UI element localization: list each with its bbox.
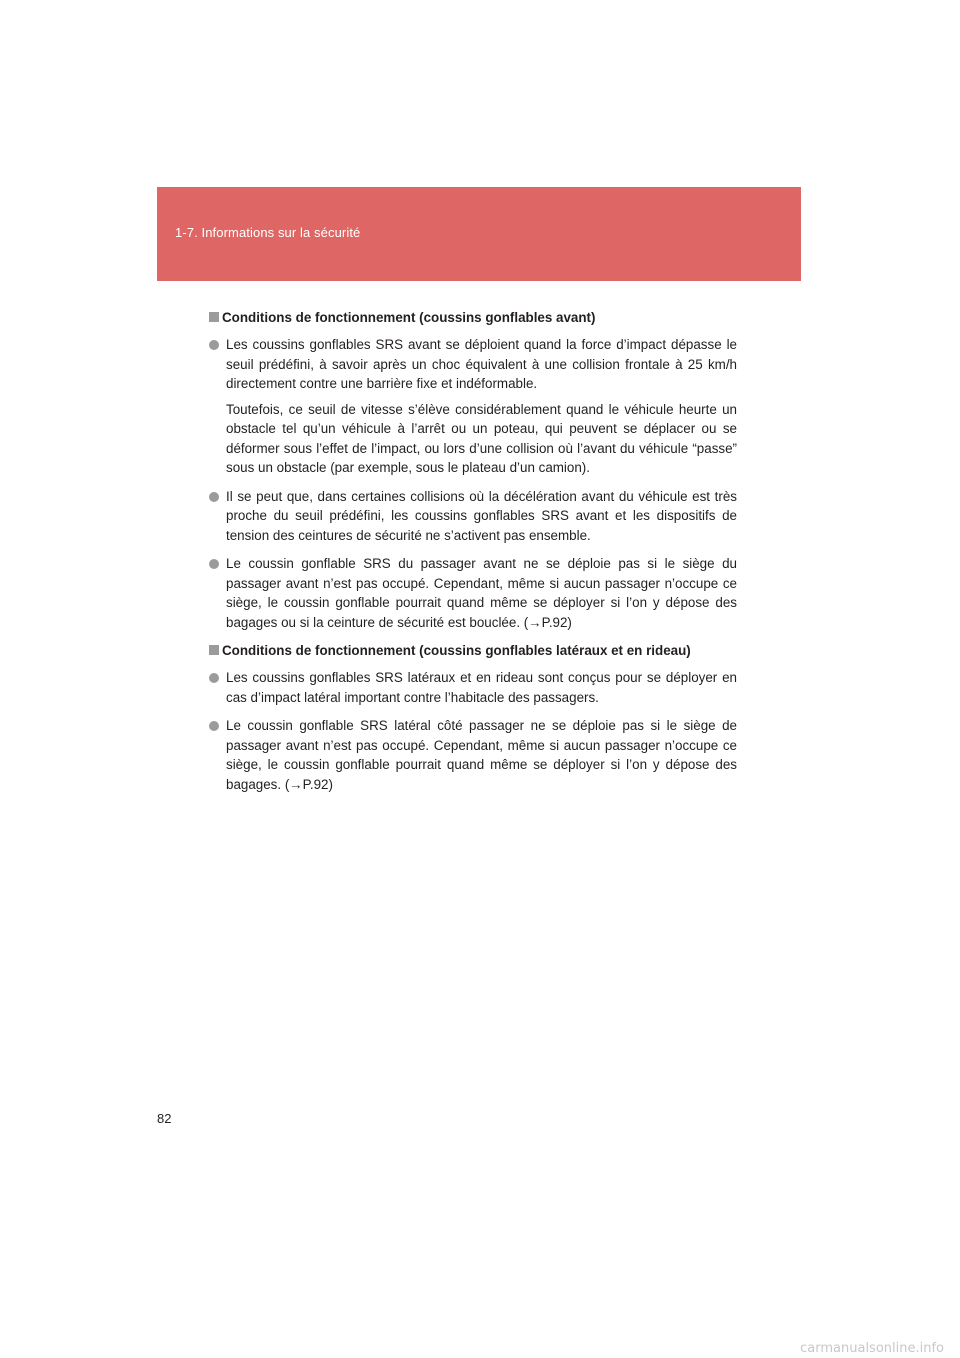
- paragraph: Il se peut que, dans certaines collisions où la décélération avant du véhicule est très proche du seuil prédéfini, les coussins gonflables SRS avant et les dispositifs de tension des ceintures de sécurité ne s’activent pas ensemble.: [226, 488, 737, 543]
- round-bullet-icon: [209, 340, 219, 350]
- section-heading: [209, 641, 737, 660]
- round-bullet-icon: [209, 673, 219, 683]
- section-heading-text: Conditions de fonctionnement (coussins gonflables latéraux et en rideau): [222, 643, 691, 658]
- paragraph: Les coussins gonflables SRS avant se déploient quand la force d’impact dépasse le seuil prédéfini, à savoir après un choc équivalent à une collision frontale à 25 km/h directement contre une barrière fixe et indéformable.: [226, 337, 737, 391]
- section-header-band: [157, 187, 801, 281]
- paragraph: Les coussins gonflables SRS latéraux et en rideau sont conçus pour se déployer en cas d’impact latéral important contre l’habitacle des passagers.: [226, 670, 737, 705]
- section-title: 1-7. Informations sur la sécurité: [175, 225, 361, 240]
- round-bullet-icon: [209, 492, 219, 502]
- list-item: [209, 716, 737, 794]
- section-heading: [209, 308, 737, 327]
- square-bullet-icon: [209, 645, 219, 655]
- list-item: [209, 554, 737, 632]
- round-bullet-icon: [209, 559, 219, 569]
- list-item: [209, 335, 737, 478]
- paragraph: Le coussin gonflable SRS latéral côté passager ne se déploie pas si le siège de passager avant n’est pas occupé. Cependant, même si aucun passager n’occupe ce siège, le coussin gonflable pourrait quand même se déployer si l’on y dépose des bagages. (→P.92): [226, 718, 737, 792]
- round-bullet-icon: [209, 721, 219, 731]
- list-item: [209, 668, 737, 707]
- page-content: [209, 308, 737, 803]
- list-item: [209, 487, 737, 546]
- paragraph: Le coussin gonflable SRS du passager avant ne se déploie pas si le siège du passager avant n’est pas occupé. Cependant, même si aucun passager n’occupe ce siège, le coussin gonflable pourrait quand même se déployer si l’on y dépose des bagages ou si la ceinture de sécurité est bouclée. (→P.92): [226, 556, 737, 630]
- paragraph: Toutefois, ce seuil de vitesse s’élève considérablement quand le véhicule heurte un obstacle tel qu’un véhicule à l’arrêt ou un poteau, qui peuvent se déplacer ou se déformer sous l’effet de l’impact, ou lors d’une collision où l’avant du véhicule “passe” sous un obstacle (par exemple, sous le plateau d’un camion).: [226, 401, 737, 475]
- square-bullet-icon: [209, 312, 219, 322]
- watermark: carmanualsonline.info: [800, 1341, 944, 1356]
- page-number: 82: [157, 1111, 172, 1126]
- section-front-airbags: [209, 308, 737, 632]
- section-side-curtain-airbags: [209, 641, 737, 794]
- section-heading-text: Conditions de fonctionnement (coussins gonflables avant): [222, 310, 596, 325]
